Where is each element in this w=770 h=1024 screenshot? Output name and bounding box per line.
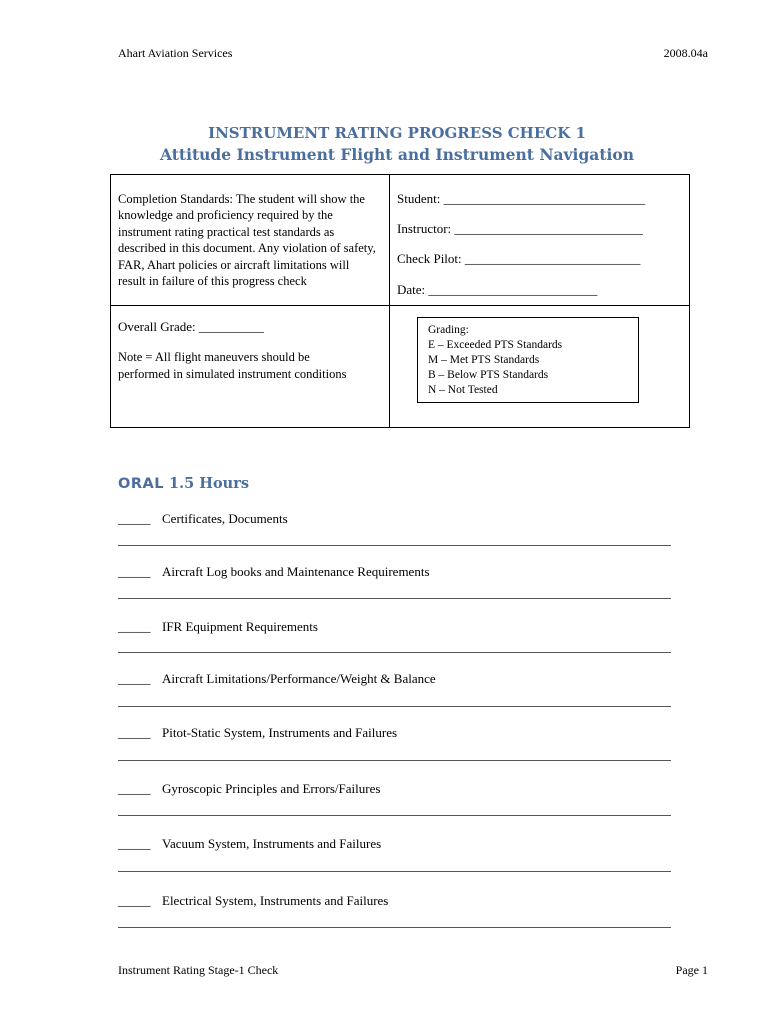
oral-item — [118, 836, 381, 852]
oral-heading-word: ORAL — [118, 476, 164, 492]
check-pilot-field[interactable]: Check Pilot: ___________________________ — [397, 251, 641, 266]
info-table — [110, 174, 690, 428]
grade-blank[interactable]: _____ — [118, 893, 151, 908]
grading-b: B – Below PTS Standards — [428, 369, 549, 381]
grading-title: Grading: — [428, 324, 469, 336]
grading-m: M – Met PTS Standards — [428, 354, 540, 366]
comment-line[interactable] — [118, 545, 671, 546]
comment-line[interactable] — [118, 598, 671, 599]
oral-item-label: IFR Equipment Requirements — [162, 619, 318, 634]
oral-item — [118, 893, 388, 909]
page-subtitle: Attitude Instrument Flight and Instrument Navigation — [160, 145, 634, 164]
oral-item-label: Aircraft Log books and Maintenance Requirements — [162, 564, 430, 579]
grade-blank[interactable]: _____ — [118, 671, 151, 686]
completion-standards: Completion Standards: The student will show the knowledge and proficiency required by the instrument rating practical test standards as described in this document. Any violation of safety, FAR, Ahart policies or aircraft limitations will result in failure of this progress check — [118, 192, 376, 289]
overall-grade-field[interactable]: Overall Grade: __________ — [118, 319, 264, 334]
oral-heading — [118, 475, 249, 492]
oral-item — [118, 671, 436, 687]
oral-item-label: Certificates, Documents — [162, 511, 288, 526]
oral-item — [118, 511, 288, 527]
footer-title: Instrument Rating Stage-1 Check — [118, 963, 279, 977]
grade-blank[interactable]: _____ — [118, 511, 151, 526]
grade-blank[interactable]: _____ — [118, 619, 151, 634]
page-title: INSTRUMENT RATING PROGRESS CHECK 1 — [208, 124, 586, 142]
oral-item-label: Pitot-Static System, Instruments and Failures — [162, 725, 398, 740]
comment-line[interactable] — [118, 927, 671, 928]
oral-item — [118, 781, 380, 797]
comment-line[interactable] — [118, 815, 671, 816]
comment-line[interactable] — [118, 652, 671, 653]
note-text: Note = All flight maneuvers should be performed in simulated instrument conditions — [118, 350, 347, 381]
oral-item-label: Electrical System, Instruments and Failures — [162, 893, 389, 908]
comment-line[interactable] — [118, 760, 671, 761]
grading-e: E – Exceeded PTS Standards — [428, 339, 563, 351]
grade-blank[interactable]: _____ — [118, 725, 151, 740]
oral-item — [118, 619, 318, 635]
grading-legend — [417, 317, 639, 403]
oral-item-label: Gyroscopic Principles and Errors/Failures — [162, 781, 381, 796]
footer-page-number: Page 1 — [675, 963, 708, 977]
header-doc-code: 2008.04a — [663, 46, 708, 60]
oral-item-label: Aircraft Limitations/Performance/Weight & Balance — [162, 671, 436, 686]
grade-blank[interactable]: _____ — [118, 781, 151, 796]
grade-blank[interactable]: _____ — [118, 836, 151, 851]
table-divider-vertical — [389, 175, 390, 427]
grade-blank[interactable]: _____ — [118, 564, 151, 579]
date-field[interactable]: Date: __________________________ — [397, 282, 598, 297]
oral-item — [118, 564, 430, 580]
comment-line[interactable] — [118, 871, 671, 872]
student-field[interactable]: Student: _______________________________ — [397, 191, 646, 206]
header-company: Ahart Aviation Services — [118, 46, 233, 60]
table-divider-horizontal — [111, 305, 689, 306]
instructor-field[interactable]: Instructor: _____________________________ — [397, 221, 643, 236]
grading-n: N – Not Tested — [428, 384, 498, 396]
oral-heading-hours: 1.5 Hours — [163, 475, 249, 492]
oral-item-label: Vacuum System, Instruments and Failures — [162, 836, 382, 851]
comment-line[interactable] — [118, 706, 671, 707]
oral-item — [118, 725, 397, 741]
